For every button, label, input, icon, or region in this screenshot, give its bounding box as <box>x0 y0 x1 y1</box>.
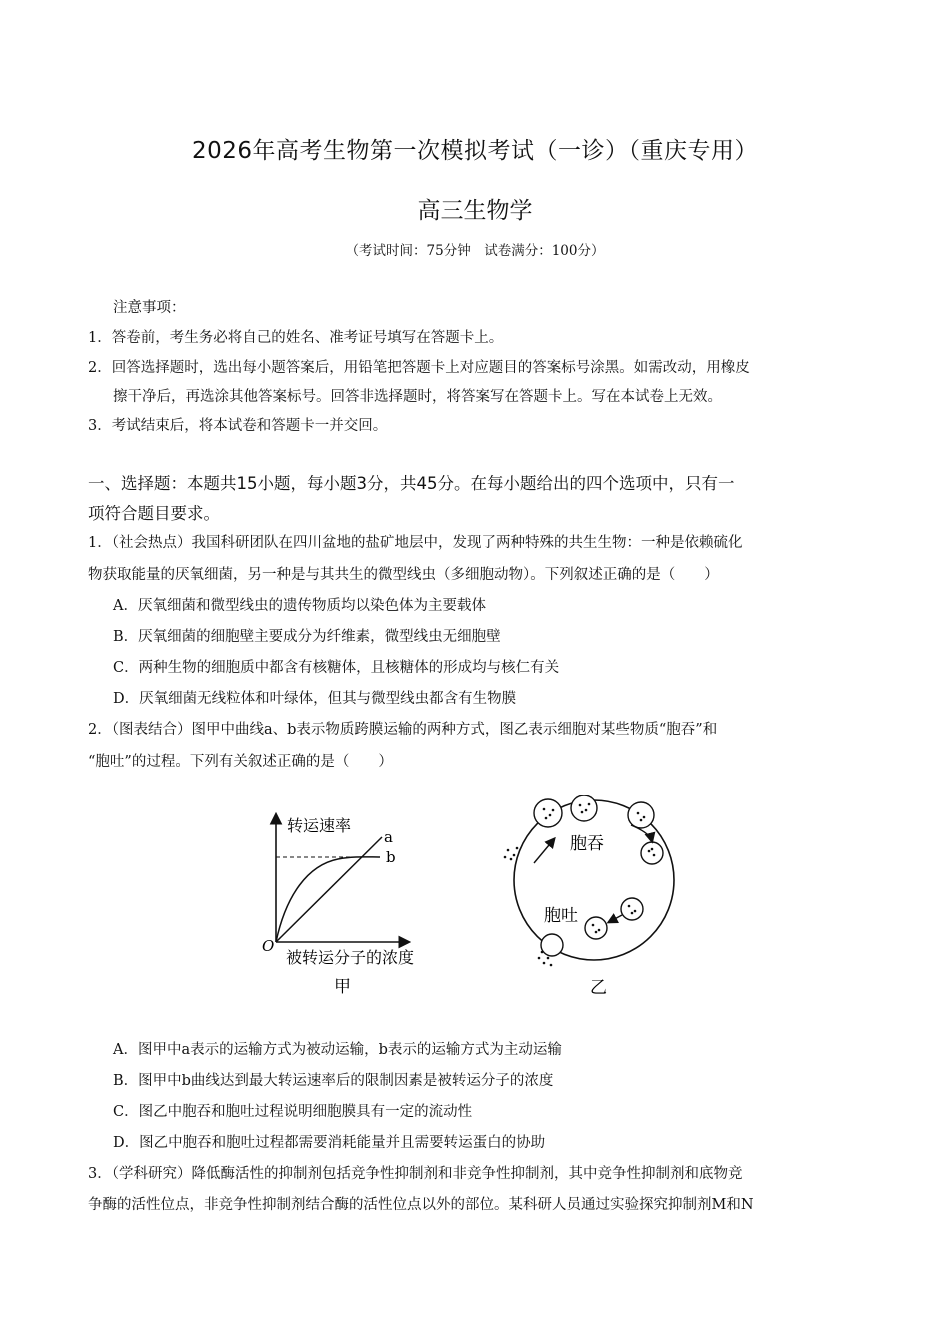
endocytosis-vesicle <box>534 799 562 827</box>
notice-item: 擦干净后，再选涂其他答案标号。回答非选择题时，将答案写在答题卡上。写在本试卷上无效。 <box>113 389 722 405</box>
curve-b <box>276 857 380 942</box>
endocytosis-arrow <box>534 839 554 863</box>
q2-option-b: B．图甲中b曲线达到最大转运速率后的限制因素是被转运分子的浓度 <box>113 1073 554 1089</box>
x-axis-label: 被转运分子的浓度 <box>286 948 415 967</box>
q1-option-b: B．厌氧细菌的细胞壁主要成分为纤维素，微型线虫无细胞壁 <box>113 629 501 645</box>
exam-subtitle: 高三生物学 <box>417 198 533 224</box>
exocytosis-label: 胞吐 <box>544 906 578 926</box>
q1-option-d: D．厌氧细菌无线粒体和叶绿体，但其与微型线虫都含有生物膜 <box>113 691 517 707</box>
exocytosis-arrow <box>609 915 622 922</box>
exocytosis-vesicle <box>621 898 643 920</box>
caption-yi: 乙 <box>590 978 607 998</box>
graph-jia <box>262 815 414 997</box>
endocytosis-vesicle <box>628 802 654 828</box>
exocytosis-vesicle <box>585 917 607 939</box>
section-heading: 一、选择题：本题共15小题，每小题3分，共45分。在每小题给出的四个选项中，只有一 <box>88 474 735 493</box>
cell-diagram-yi <box>504 795 674 998</box>
question-2-stem: 2．（图表结合）图甲中曲线a、b表示物质跨膜运输的两种方式，图乙表示细胞对某些物质“胞吞”和 <box>88 722 718 738</box>
y-axis-label: 转运速率 <box>287 816 352 835</box>
exam-title: 2026年高考生物第一次模拟考试（一诊）（重庆专用） <box>191 138 759 164</box>
q2-option-c: C．图乙中胞吞和胞吐过程说明细胞膜具有一定的流动性 <box>113 1104 473 1120</box>
exam-meta: （考试时间：75分钟 试卷满分：100分） <box>345 243 605 259</box>
question-3-stem-cont: 争酶的活性位点，非竞争性抑制剂结合酶的活性位点以外的部位。某科研人员通过实验探究抑制剂M和N <box>88 1197 754 1213</box>
q1-option-a: A．厌氧细菌和微型线虫的遗传物质均以染色体为主要载体 <box>113 598 486 614</box>
notice-item: 3．考试结束后，将本试卷和答题卡一并交回。 <box>88 418 388 434</box>
exocytosis-vesicle <box>541 934 563 956</box>
q2-option-a: A．图甲中a表示的运输方式为被动运输，b表示的运输方式为主动运输 <box>113 1042 562 1058</box>
question-1-stem-cont: 物获取能量的厌氧细菌，另一种是与其共生的微型线虫（多细胞动物）。下列叙述正确的是（ ） <box>88 567 719 583</box>
curve-a <box>276 837 382 942</box>
q1-option-c: C．两种生物的细胞质中都含有核糖体，且核糖体的形成均与核仁有关 <box>113 660 560 676</box>
notice-item: 2．回答选择题时，选出每小题答案后，用铅笔把答题卡上对应题目的答案标号涂黑。如需改动，用橡皮 <box>88 360 750 376</box>
endocytosed-vesicle <box>641 842 663 864</box>
question-1-stem: 1．（社会热点）我国科研团队在四川盆地的盐矿地层中，发现了两种特殊的共生生物：一种是依赖硫化 <box>88 535 743 551</box>
q2-option-d: D．图乙中胞吞和胞吐过程都需要消耗能量并且需要转运蛋白的协助 <box>113 1135 546 1151</box>
transport-figure <box>258 795 678 1005</box>
section-heading-cont: 项符合题目要求。 <box>88 504 220 523</box>
endocytosis-label: 胞吞 <box>570 834 604 854</box>
particles <box>504 803 656 967</box>
notice-item: 1．答卷前，考生务必将自己的姓名、准考证号填写在答题卡上。 <box>88 330 504 346</box>
origin-label: O <box>262 937 275 955</box>
curve-b-label: b <box>386 848 396 866</box>
curve-a-label: a <box>384 828 393 846</box>
endocytosis-vesicle <box>571 795 597 821</box>
question-2-stem-cont: “胞吐”的过程。下列有关叙述正确的是（ ） <box>88 754 393 770</box>
notice-title: 注意事项： <box>113 300 186 316</box>
question-3-stem: 3．（学科研究）降低酶活性的抑制剂包括竞争性抑制剂和非竞争性抑制剂，其中竞争性抑制剂和底物竞 <box>88 1166 743 1182</box>
caption-jia: 甲 <box>334 977 351 997</box>
